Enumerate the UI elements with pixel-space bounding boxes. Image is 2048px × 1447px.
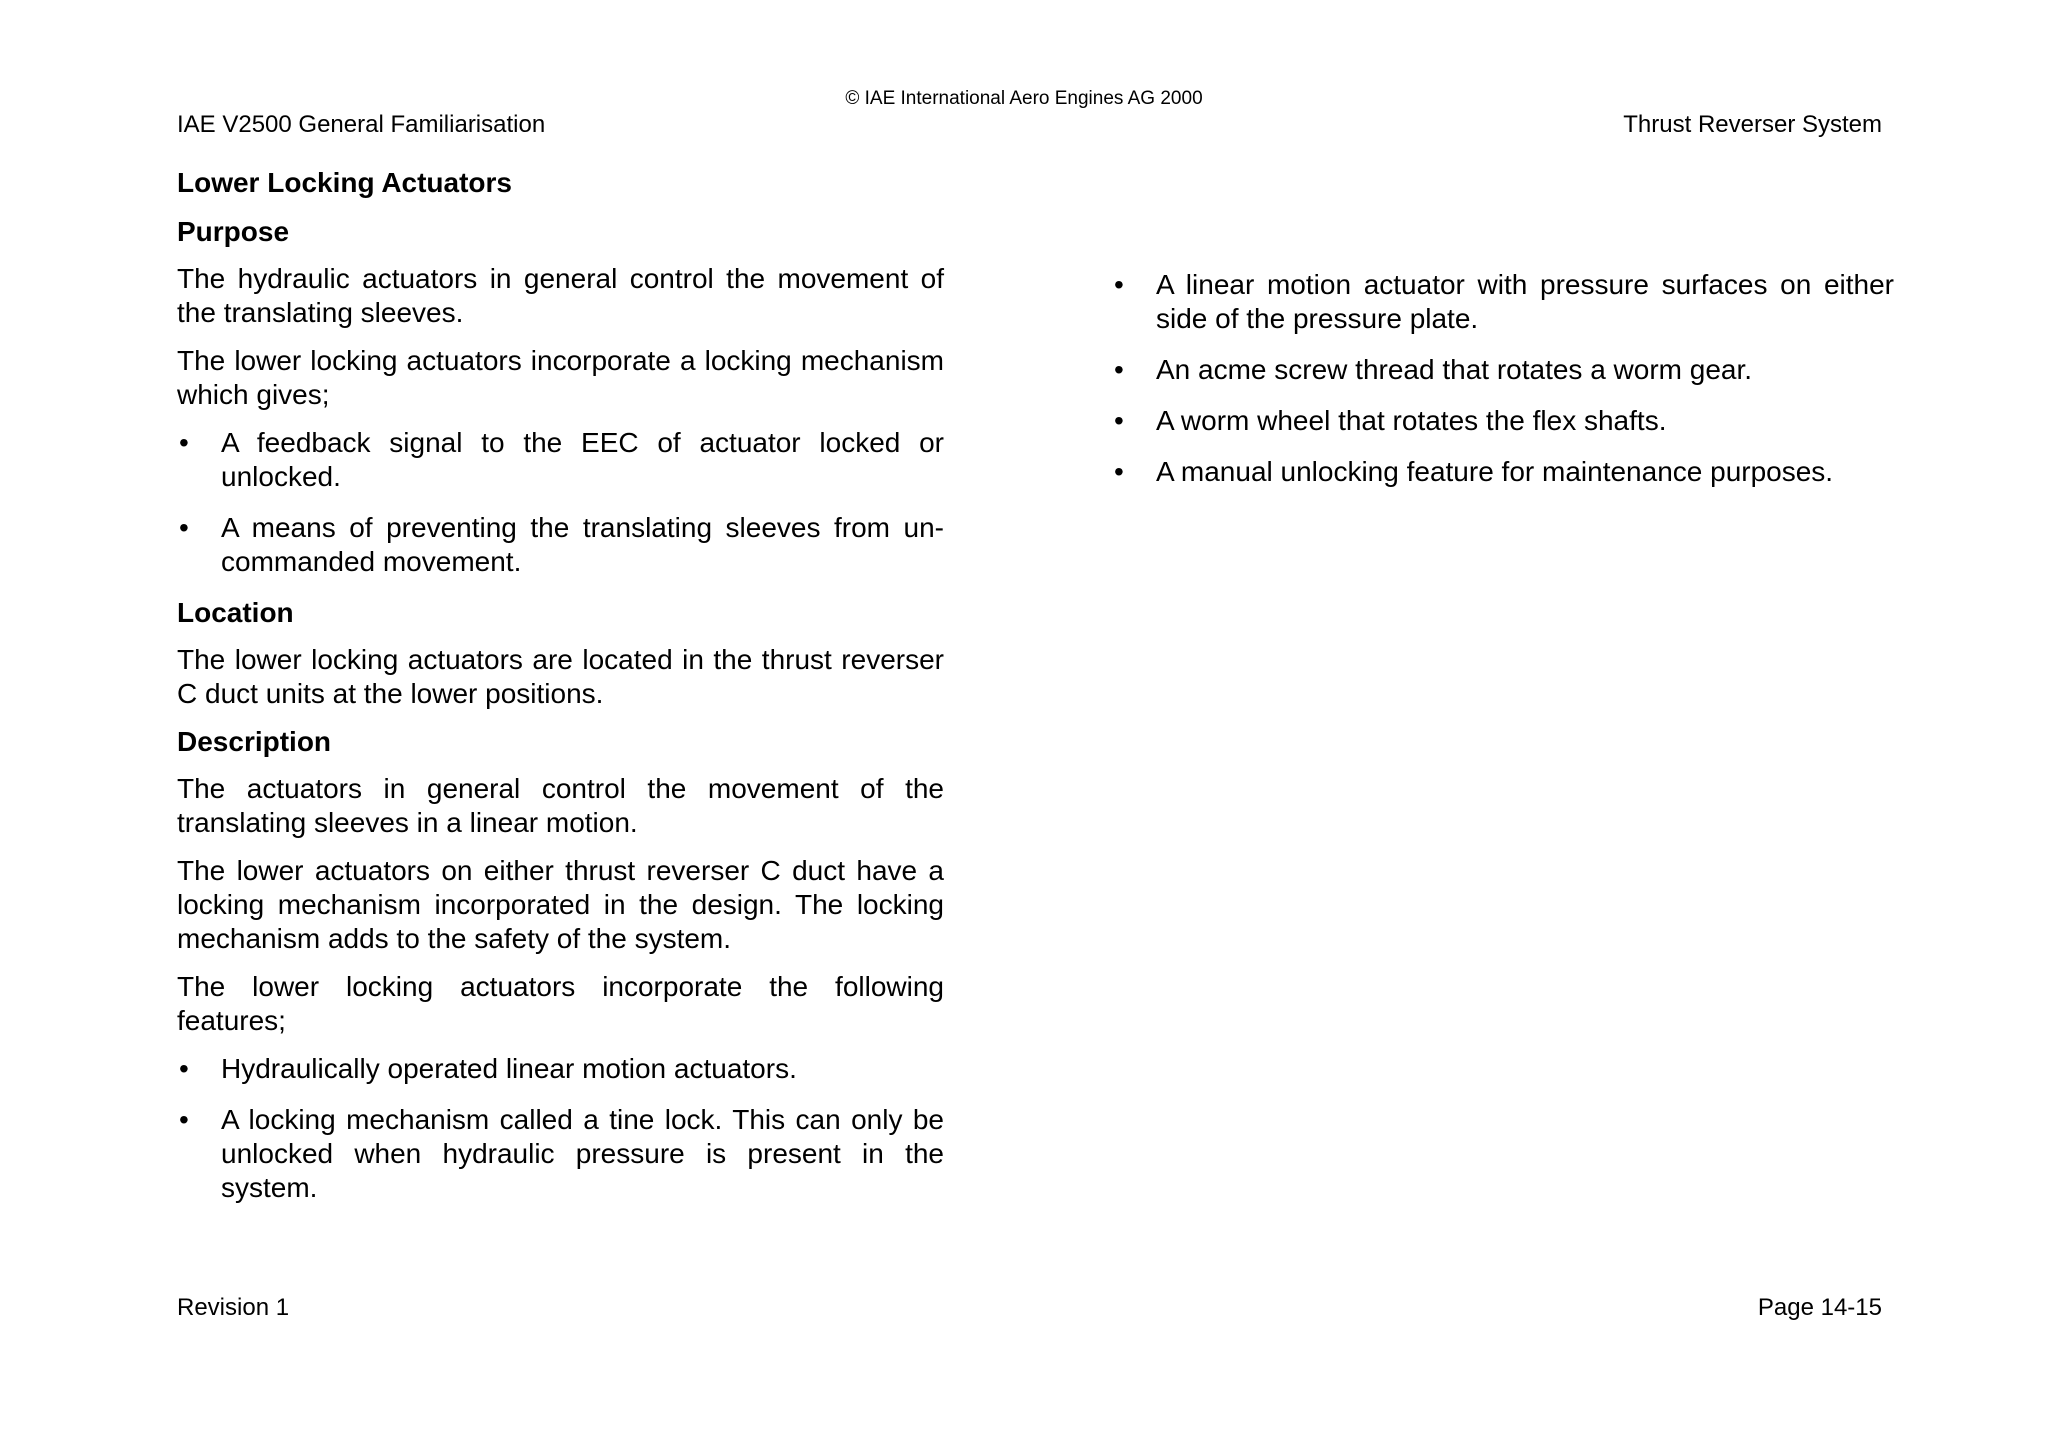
list-item	[177, 1103, 944, 1205]
list-item	[177, 511, 944, 579]
bullet-icon: •	[1114, 354, 1124, 385]
page-title: Lower Locking Actuators	[177, 167, 513, 198]
purpose-paragraph-1: The hydraulic actuators in general control the movement of the translating sleeves.	[177, 263, 944, 328]
bullet-icon: •	[179, 512, 189, 543]
bullet-icon: •	[179, 1053, 189, 1084]
list-item-text: A worm wheel that rotates the flex shafts.	[1156, 405, 1667, 436]
bullet-icon: •	[1114, 456, 1124, 487]
bullet-icon: •	[179, 427, 189, 458]
list-item	[177, 1052, 944, 1086]
header-section-title: Thrust Reverser System	[1623, 111, 1882, 138]
list-item	[177, 426, 944, 494]
list-item	[1112, 268, 1894, 336]
list-item-text: Hydraulically operated linear motion actuators.	[221, 1053, 797, 1084]
bullet-icon: •	[1114, 269, 1124, 300]
list-item-text: A feedback signal to the EEC of actuator locked or unlocked.	[221, 427, 944, 492]
features-bullet-list-continued	[1112, 268, 1894, 489]
list-item	[1112, 353, 1894, 387]
list-item-text: A locking mechanism called a tine lock. This can only be unlocked when hydraulic pressure is present in the system.	[221, 1104, 944, 1203]
description-heading: Description	[177, 726, 332, 757]
list-item	[1112, 404, 1894, 438]
description-paragraph-2: The lower actuators on either thrust reverser C duct have a locking mechanism incorporated in the design. The locking mechanism adds to the safety of the system.	[177, 855, 944, 954]
list-item-text: A linear motion actuator with pressure surfaces on either side of the pressure plate.	[1156, 269, 1894, 334]
purpose-paragraph-2: The lower locking actuators incorporate a locking mechanism which gives;	[177, 345, 944, 410]
purpose-bullet-list	[177, 426, 944, 579]
header-document-title: IAE V2500 General Familiarisation	[177, 111, 546, 138]
footer-revision: Revision 1	[177, 1294, 290, 1321]
bullet-icon: •	[1114, 405, 1124, 436]
copyright-notice: © IAE International Aero Engines AG 2000	[845, 88, 1203, 109]
list-item-text: An acme screw thread that rotates a worm gear.	[1156, 354, 1753, 385]
list-item	[1112, 455, 1894, 489]
purpose-heading: Purpose	[177, 216, 290, 247]
location-paragraph: The lower locking actuators are located in the thrust reverser C duct units at the lower positions.	[177, 644, 944, 709]
location-heading: Location	[177, 597, 294, 628]
list-item-text: A means of preventing the translating sleeves from un-commanded movement.	[221, 512, 944, 577]
footer-page-number: Page 14-15	[1757, 1294, 1882, 1321]
right-column	[1112, 268, 1894, 506]
features-bullet-list	[177, 1052, 944, 1205]
bullet-icon: •	[179, 1104, 189, 1135]
description-paragraph-3: The lower locking actuators incorporate the following features;	[177, 971, 944, 1036]
left-column	[177, 166, 944, 1222]
list-item-text: A manual unlocking feature for maintenance purposes.	[1156, 456, 1834, 487]
description-paragraph-1: The actuators in general control the movement of the translating sleeves in a linear motion.	[177, 773, 944, 838]
